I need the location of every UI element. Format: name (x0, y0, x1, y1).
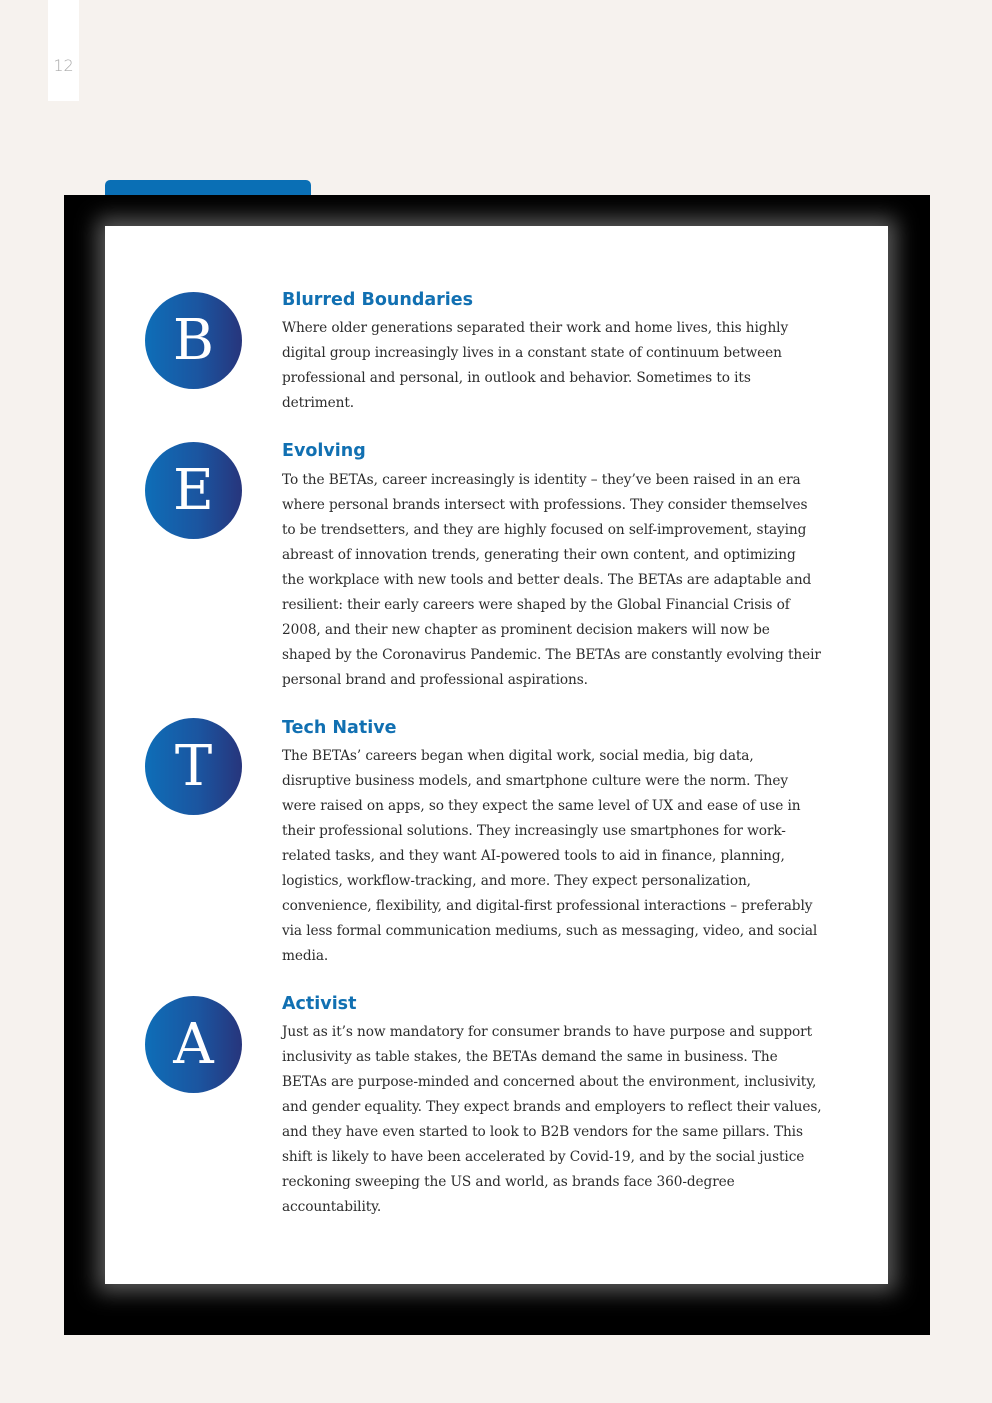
page-number: 12 (53, 56, 74, 75)
beta-traits-card (105, 226, 888, 1284)
letter-badge-b: B (145, 292, 242, 389)
trait-title: Tech Native (282, 718, 397, 738)
trait-title: Evolving (282, 441, 366, 461)
page-number-tab (48, 0, 79, 101)
trait-title: Activist (282, 994, 357, 1014)
letter-badge-a: A (145, 996, 242, 1093)
trait-description: To the BETAs, career increasingly is identity – they’ve been raised in an era where personal brands intersect with professions. They consider themselves to be trendsetters, and they are highly focused on self-improvement, staying abreast of innovation trends, generating their own content, and optimizing the workplace with new tools and better deals. The BETAs are adaptable and resilient: their early careers were shaped by the Global Financial Crisis of 2008, and their new chapter as prominent decision makers will now be shaped by the Coronavirus Pandemic. The BETAs are constantly evolving their personal brand and professional aspirations. (282, 472, 821, 688)
trait-description: Where older generations separated their work and home lives, this highly digital group increasingly lives in a constant state of continuum between professional and personal, in outlook and behavior. Sometimes to its detriment. (282, 320, 789, 411)
trait-description: Just as it’s now mandatory for consumer brands to have purpose and support inclusivity as table stakes, the BETAs demand the same in business. The BETAs are purpose-minded and concerned about the environment, inclusivity, and gender equality. They expect brands and employers to reflect their values, and they have even started to look to B2B vendors for the same pillars. This shift is likely to have been accelerated by Covid-19, and by the social justice reckoning sweeping the US and world, as brands face 360-degree accountability. (282, 1024, 822, 1215)
letter-badge-t: T (145, 718, 242, 815)
trait-description: The BETAs’ careers began when digital work, social media, big data, disruptive business models, and smartphone culture were the norm. They were raised on apps, so they expect the same level of UX and ease of use in their professional solutions. They increasingly use smartphones for work-related tasks, and they want AI-powered tools to aid in finance, planning, logistics, workflow-tracking, and more. They expect personalization, convenience, flexibility, and digital-first professional interactions – preferably via less formal communication mediums, such as messaging, video, and social media. (282, 748, 818, 964)
trait-title: Blurred Boundaries (282, 290, 474, 310)
letter-badge-e: E (145, 442, 242, 539)
